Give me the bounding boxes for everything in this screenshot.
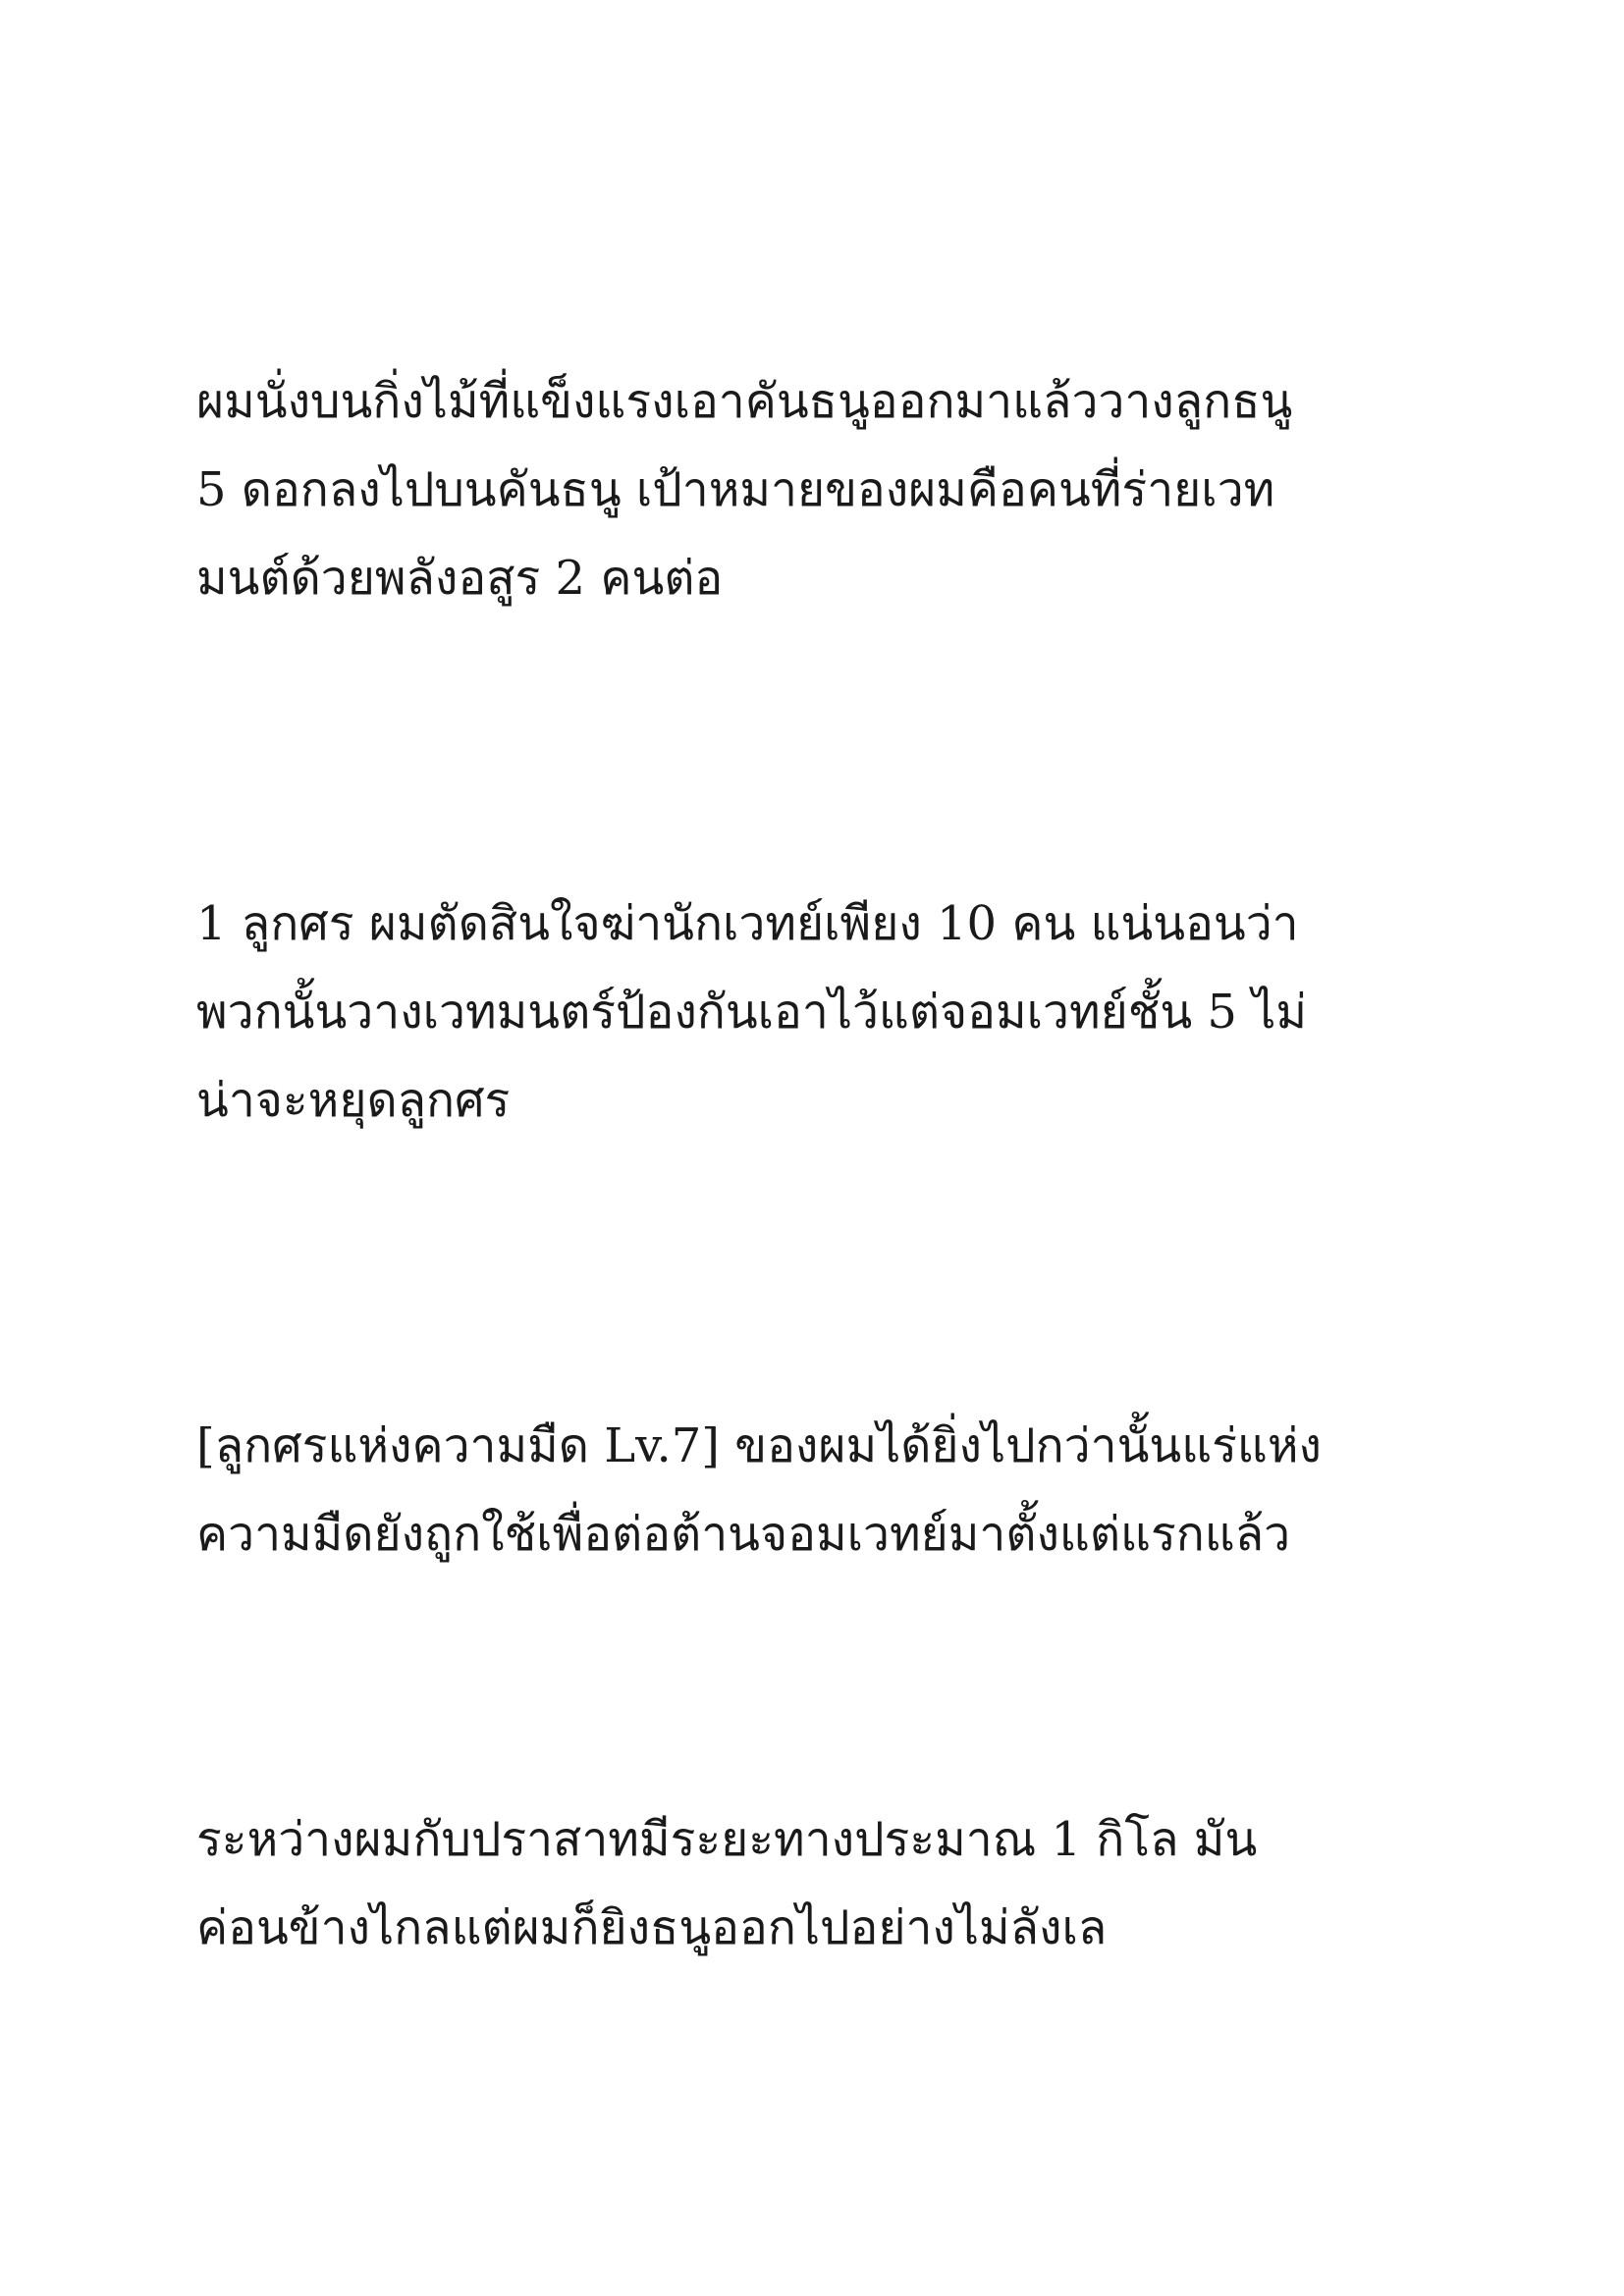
paragraph-1 bbox=[196, 357, 1473, 622]
paragraph-line: 1 ลูกศร ผมตัดสินใจฆ่านักเวทย์เพียง 10 คน แน่นอนว่า bbox=[196, 896, 1299, 951]
paragraph-line: ค่อนข้างไกลแต่ผมก็ยิงธนูออกไปอย่างไม่ลังเล bbox=[196, 1900, 1108, 1955]
paragraph-2 bbox=[196, 880, 1473, 1145]
paragraph-line: ผมนั่งบนกิ่งไม้ที่แข็งแรงเอาคันธนูออกมาแล้ววางลูกธนู bbox=[196, 374, 1293, 429]
paragraph-line: [ลูกศรแห่งความมืด Lv.7] ของผมได้ยิ่งไปกว่านั้นแร่แห่ง bbox=[196, 1418, 1322, 1473]
paragraph-line: ความมืดยังถูกใช้เพื่อต่อต้านจอมเวทย์มาตั้งแต่แรกแล้ว bbox=[196, 1507, 1291, 1562]
paragraph-line: 5 ดอกลงไปบนคันธนู เป้าหมายของผมคือคนที่ร่ายเวท bbox=[196, 462, 1275, 517]
paragraph-line: น่าจะหยุดลูกศร bbox=[196, 1073, 511, 1128]
paragraph-line: พวกนั้นวางเวทมนตร์ป้องกันเอาไว้แต่จอมเวทย์ชั้น 5 ไม่ bbox=[196, 985, 1307, 1040]
paragraph-line: ระหว่างผมกับปราสาทมีระยะทางประมาณ 1 กิโล มัน bbox=[196, 1812, 1258, 1867]
paragraph-3 bbox=[196, 1402, 1473, 1578]
paragraph-line: มนต์ด้วยพลังอสูร 2 คนต่อ bbox=[196, 551, 724, 606]
paragraph-4 bbox=[196, 1795, 1473, 1972]
